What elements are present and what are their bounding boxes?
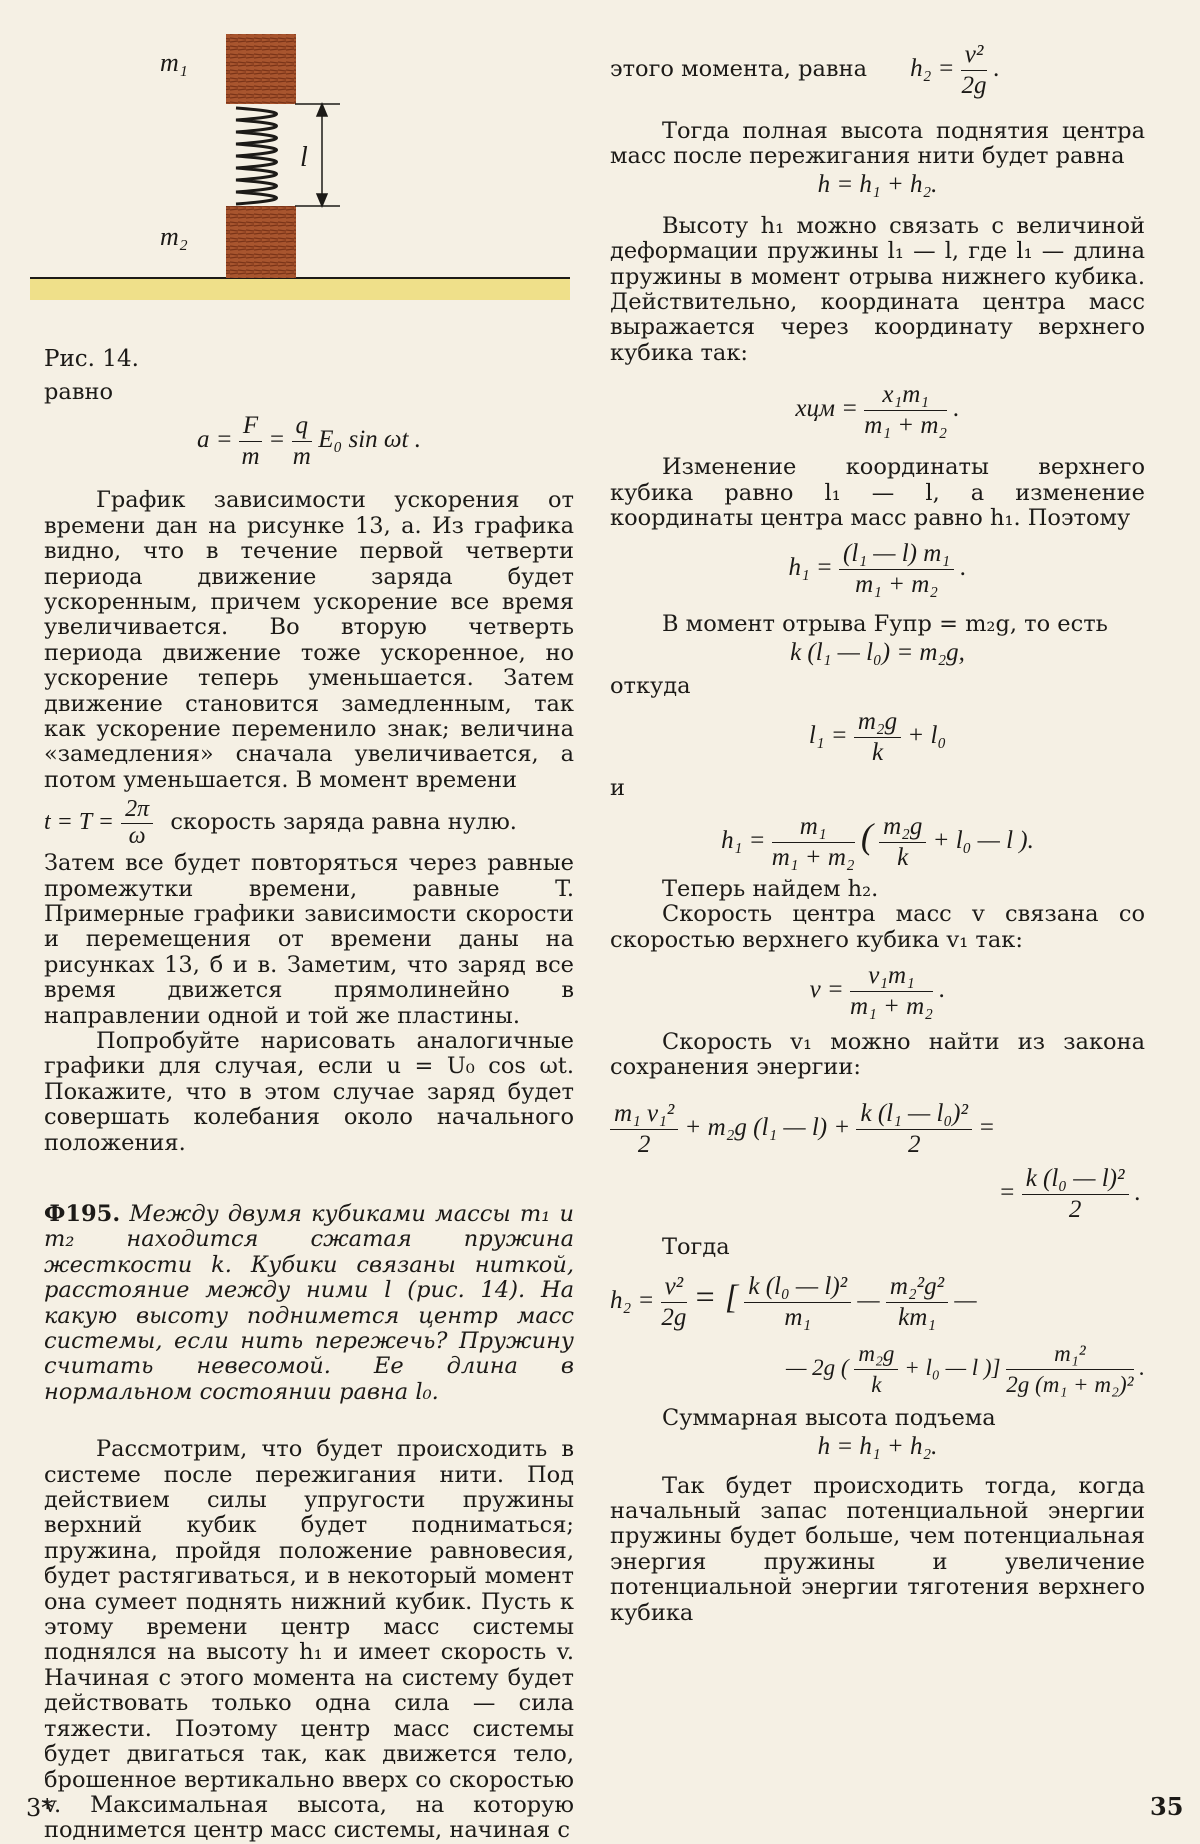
word-otkuda: откуда <box>610 672 691 699</box>
formula-a: a = $\frac{F}{m}$ = $\frac{q}{m}$ E₀ sin ωt . <box>196 412 421 471</box>
page-number: 35 <box>1150 1792 1184 1821</box>
left-column <box>44 380 574 1844</box>
eq-h: h = h₁ + h₂. <box>817 170 938 198</box>
floor <box>30 278 570 300</box>
paragraph-condition: Так будет происходить тогда, когда начальный запас потенциальной энергии пружины будет больше, чем потенциальная энергия пружины и увеличение потенциальной энергии тяготения верхнего кубика <box>610 1472 1145 1626</box>
formula-energy-2: = $\frac{\text{k (l₀ — l)²}}{2}$ . <box>998 1164 1141 1223</box>
formula-h2-line2: — 2g ( $\frac{\text{m₂g}}{k}$ + l₀ — l )] $\frac{\text{m₁²}}{\text{2g (m₁ + m₂)²}}$ . <box>785 1341 1145 1398</box>
line-h2: этого момента, равна h₂ = $\frac{\text{v²}}{2g}$ . <box>610 41 1000 99</box>
eq-k: k (l₁ — l₀) = m₂g, <box>790 638 965 666</box>
paragraph-h1: Высоту h₁ можно связать с величиной деформации пружины l₁ — l, где l₁ — длина пружины в момент отрыва нижнего кубика. Действительно, координата центра масс выражается через координату верхнего кубика так: <box>610 212 1145 366</box>
paragraph-solution: Рассмотрим, что будет происходить в системе после пережигания нити. Под действием силы упругости пружины верхний кубик будет подниматься; пружина, пройдя положение равновесия, будет растягиваться, и в некоторый момент она сумеет поднять нижний кубик. Пусть к этому времени центр масс системы поднялся на высоту h₁ и имеет скорость v. Начиная с этого момента на систему будет действовать только одна сила — сила тяжести. Поэтому центр масс системы будет двигаться так, как движется тело, брошенное вертикально вверх со скоростью v. Максимальная высота, на которую поднимется центр масс системы, начиная с <box>44 1436 574 1844</box>
formula-v: v = $\frac{\text{v₁m₁}}{\text{m₁ + m₂}}$ . <box>809 961 946 1020</box>
formula-h2-line1: h₂ = $\frac{\text{v²}}{2g}$ = [ $\frac{\text{k (l₀ — l)²}}{\text{m₁}}$ — $\frac{\text{m₂²g²}}{\text{km₁}}$ — <box>610 1273 977 1332</box>
label-l: l <box>300 142 308 173</box>
word-i: и <box>610 775 625 802</box>
word-ravno: равно <box>44 379 114 405</box>
signature-mark: 3* <box>26 1794 54 1822</box>
paragraph-energy: Скорость v₁ можно найти из закона сохранения энергии: <box>610 1028 1145 1081</box>
label-m2: m₂ <box>160 222 188 251</box>
paragraph-find-h2: Теперь найдем h₂. <box>662 875 879 902</box>
paragraph-total-height: Тогда полная высота поднятия центра масс после пережигания нити будет равна <box>610 118 1145 170</box>
block-m1 <box>226 34 296 104</box>
word-togda: Тогда <box>662 1233 730 1260</box>
paragraph-detach: В момент отрыва Fупр = m₂g, то есть <box>662 611 1108 638</box>
label-m1: m₁ <box>160 48 188 77</box>
paragraph-try: Попробуйте нарисовать аналогичные графики для случая, если u = U₀ cos ωt. Покажите, что в этом случае заряд будет совершать колебания около начального положения. <box>44 1027 574 1156</box>
eq-h-sum: h = h₁ + h₂. <box>817 1432 938 1460</box>
problem-f195: Ф195. Между двумя кубиками массы m₁ и m₂ находится сжатая пружина жесткости k. Кубики связаны ниткой, расстояние между ними l (рис. 14). На какую высоту поднимется центр масс системы, если нить пережечь? Пружину считать невесомой. Ее длина в нормальном состоянии равна l₀. <box>44 1200 574 1405</box>
figure-caption: Рис. 14. <box>44 346 139 372</box>
problem-label: Ф195. <box>44 1200 121 1227</box>
formula-h1b: h₁ = $\frac{\text{m₁}}{\text{m₁ + m₂}}$ ( $\frac{\text{m₂g}}{k}$ + l₀ — l ). <box>721 812 1034 871</box>
formula-t: t = T = $\frac{2\pi}{\omega}$ скорость заряда равна нулю. <box>44 796 517 849</box>
right-column <box>610 40 1145 1626</box>
paragraph-repeat: Затем все будет повторяться через равные промежутки времени, равные T. Примерные графики зависимости скорости и перемещения от времени даны на рисунках 13, б и в. Заметим, что заряд все время движется прямолинейно в направлении одной и той же пластины. <box>44 850 574 1029</box>
paragraph-graph: График зависимости ускорения от времени дан на рисунке 13, а. Из графика видно, что в течение первой четверти периода движение заряда будет ускоренным, причем ускорение все время увеличивается. Во вторую четверть периода движение тоже ускоренное, но ускорение теперь уменьшается. Затем движение становится замедленным, так как ускорение переменило знак; величина «замедления» сначала увеличивается, а потом уменьшается. В момент времени <box>44 487 574 793</box>
paragraph-coordinate: Изменение координаты верхнего кубика равно l₁ — l, а изменение координаты центра масс равно h₁. Поэтому <box>610 454 1145 532</box>
paragraph-sum-height: Суммарная высота подъема <box>662 1405 996 1432</box>
formula-l1: l₁ = $\frac{\text{m₂g}}{k}$ + l₀ <box>808 708 947 767</box>
formula-energy-1: $\frac{\text{m₁ v₁²}}{2}$ + m₂g (l₁ — l) + $\frac{\text{k (l₁ — l₀)²}}{2}$ = <box>610 1099 1145 1160</box>
figure-14 <box>30 20 570 330</box>
formula-xcm: xцм = $\frac{\text{x₁m₁}}{\text{m₁ + m₂}}$ . <box>795 381 960 440</box>
block-m2 <box>226 206 296 278</box>
formula-h1a: h₁ = $\frac{\text{(l₁ — l) m₁}}{\text{m₁ + m₂}}$ . <box>788 540 967 599</box>
paragraph-velocity: Скорость центра масс v связана со скоростью верхнего кубика v₁ так: <box>610 901 1145 953</box>
spring <box>236 108 277 204</box>
